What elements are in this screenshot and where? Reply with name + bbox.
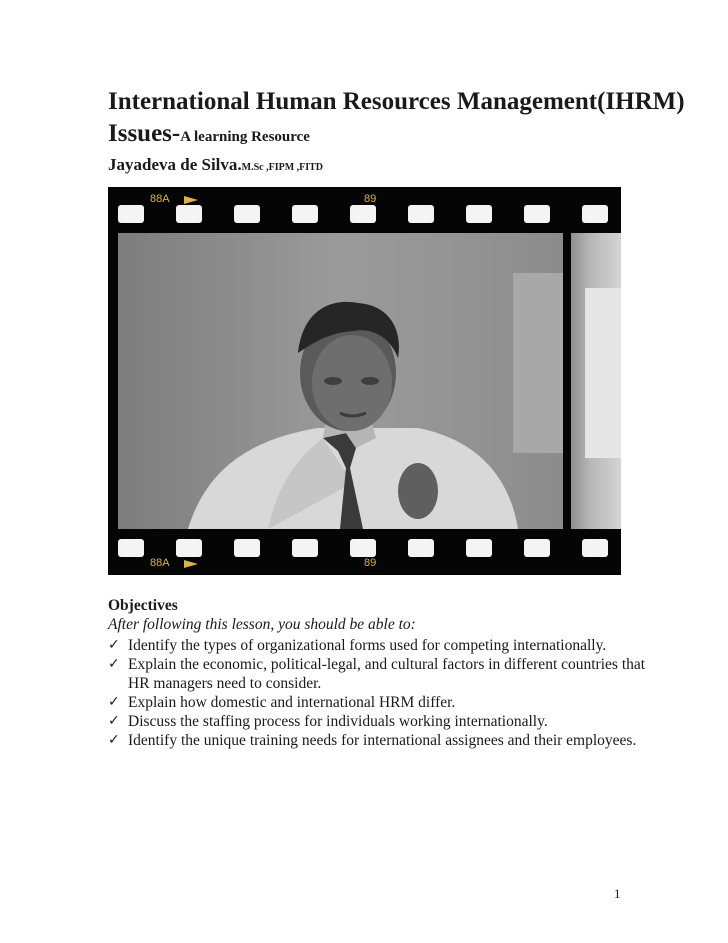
sprocket-hole (466, 205, 492, 223)
sprocket-hole (466, 539, 492, 557)
film-code-top-right: 89 (364, 193, 377, 205)
author-line (108, 155, 323, 175)
title-subtitle: A learning Resource (180, 129, 310, 145)
author-credentials: M.Sc ,FIPM ,FITD (241, 162, 324, 173)
objective-text: Identify the unique training needs for international assignees and their employees. (128, 732, 637, 749)
objective-text: Identify the types of organizational forms used for competing internationally. (128, 637, 607, 654)
checkmark-icon: ✓ (108, 713, 120, 729)
objective-item (108, 693, 668, 712)
checkmark-icon: ✓ (108, 656, 120, 672)
author-name: Jayadeva de Silva. (108, 155, 242, 174)
objective-item (108, 731, 668, 750)
presenter-photo (118, 233, 563, 529)
objectives-list (108, 636, 668, 750)
objectives-intro: After following this lesson, you should be able to: (108, 616, 416, 633)
film-arrow-bottom-icon (184, 560, 198, 568)
objective-text: Discuss the staffing process for individuals working internationally. (128, 713, 548, 730)
film-arrow-top-icon (184, 196, 198, 204)
sprocket-hole (292, 539, 318, 557)
checkmark-icon: ✓ (108, 732, 120, 748)
document-title (108, 86, 708, 153)
objective-text: Explain the economic, political-legal, and cultural factors in different countries that HR managers need to consider. (128, 656, 646, 692)
objective-item (108, 636, 668, 655)
sprocket-hole (292, 205, 318, 223)
sprocket-hole (582, 205, 608, 223)
film-code-bottom-right: 89 (364, 557, 377, 569)
sprocket-hole (524, 539, 550, 557)
sprocket-hole (118, 205, 144, 223)
checkmark-icon: ✓ (108, 637, 120, 653)
sprocket-hole (176, 205, 202, 223)
sprocket-hole (234, 539, 260, 557)
sprocket-hole (118, 539, 144, 557)
film-frame-next (571, 233, 621, 529)
objective-text: Explain how domestic and international HRM differ. (128, 694, 456, 711)
sprocket-hole (524, 205, 550, 223)
objective-item (108, 655, 668, 693)
objectives-heading: Objectives (108, 597, 178, 614)
sprocket-hole (408, 205, 434, 223)
title-main: International Human Resources Management(IHRM) Issues- (108, 88, 685, 147)
sprocket-hole (582, 539, 608, 557)
sprocket-hole (234, 205, 260, 223)
film-code-bottom-left: 88A (150, 557, 170, 569)
objective-item (108, 712, 668, 731)
film-frame-main (118, 233, 563, 529)
sprocket-hole (176, 539, 202, 557)
objectives-section (108, 596, 668, 750)
whiteboard (585, 288, 621, 458)
film-code-top-left: 88A (150, 193, 170, 205)
page-number: 1 (614, 886, 621, 901)
sprocket-hole (350, 205, 376, 223)
sprocket-hole (408, 539, 434, 557)
checkmark-icon: ✓ (108, 694, 120, 710)
sprocket-hole (350, 539, 376, 557)
filmstrip-photo (108, 187, 621, 575)
